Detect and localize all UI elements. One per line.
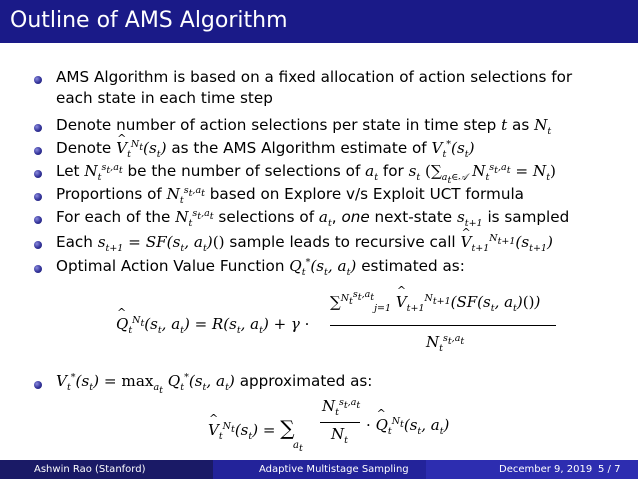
bullet-5-text: Proportions of: [56, 185, 162, 203]
bullet-1-line-2: each state in each time step: [56, 89, 273, 107]
bullet-8: Optimal Action Value Function $Q_t^*(s_t$, $a_t$) estimated as:: [56, 256, 465, 279]
slide-title-bar: [0, 0, 638, 43]
footer-date: December 9, 2019: [499, 464, 593, 475]
slide-title: Outline of AMS Algorithm: [10, 8, 288, 33]
bullet-icon: [34, 124, 42, 132]
bullet-icon: [34, 381, 42, 389]
equation-v-hat-sum-index: $a_t$: [293, 440, 303, 454]
equation-v-hat-numerator: $N_t^{s_t,a_t}$: [322, 397, 361, 418]
bullet-5-text-b: based on Explore v/s Exploit UCT formula: [209, 185, 524, 203]
bullet-6-text-d: is sampled: [487, 208, 570, 226]
bullet-6-text-c: next-state: [374, 208, 453, 226]
bullet-7: Each $s_{t+1} = SF(s_t$, $a_t)()$ sample leads to recursive call ^ $V_{t+1}^{N_{t+1}}(s_{t+1})$: [56, 233, 553, 251]
bullet-icon: [34, 170, 42, 178]
bullet-icon: [34, 241, 42, 249]
fraction-bar: [320, 422, 360, 423]
bullet-8-text: Optimal Action Value Function: [56, 257, 285, 275]
bullet-icon: [34, 216, 42, 224]
bullet-4-text-b: be the number of selections of: [127, 162, 361, 180]
bullet-2: Denote number of action selections per state in time step t as $N_t$: [56, 116, 552, 138]
fraction-bar: [330, 325, 556, 326]
equation-q-hat-lhs: ^ $Q_t^{N_t}(s_t$, $a_t) = R(s_t$, $a_t) + \gamma$ ·: [116, 315, 309, 333]
equation-v-hat-lhs: ^ $V_t^{N_t}(s_t)$ = ∑: [208, 416, 294, 440]
slide-footer: [0, 460, 638, 479]
bullet-4: Let $N_t^{s_t,a_t}$ be the number of selections of $a_t$ for $s_t$ ($\sum_{a_t\in 𝒜}$ $N_t^{s_t,a_t} = N_t$): [56, 161, 556, 186]
bullet-4-text-c: for: [382, 162, 404, 180]
bullet-6-text-b: selections of: [218, 208, 315, 226]
bullet-6: For each of the $N_t^{s_t,a_t}$ selections of $a_t$, one next-state $s_{t+1}$ is sampled: [56, 207, 570, 230]
bullet-7-text-b: sample leads to recursive call: [229, 233, 456, 251]
bullet-5: Proportions of $N_t^{s_t,a_t}$ based on Explore v/s Exploit UCT formula: [56, 184, 524, 207]
bullet-9-text: approximated as:: [239, 372, 373, 390]
bullet-7-text: Each: [56, 233, 93, 251]
bullet-3-text-b: as the AMS Algorithm estimate of: [171, 139, 427, 157]
bullet-9: $V_t^*(s_t) = \max_{a_t} Q_t^*(s_t$, $a_t$) approximated as:: [56, 371, 373, 396]
footer-talk-title: Adaptive Multistage Sampling: [259, 464, 409, 475]
bullet-icon: [34, 265, 42, 273]
bullet-2-text-b: as: [512, 116, 530, 134]
bullet-1-line-1: AMS Algorithm is based on a fixed allocation of action selections for: [56, 68, 573, 86]
bullet-icon: [34, 147, 42, 155]
bullet-icon: [34, 193, 42, 201]
bullet-8-text-b: estimated as:: [361, 257, 465, 275]
bullet-3-text: Denote: [56, 139, 112, 157]
equation-v-hat-denominator: $N_t$: [331, 425, 348, 446]
footer-author: Ashwin Rao (Stanford): [34, 464, 146, 475]
equation-q-hat-numerator: ∑$^{N_t^{s_t,a_t}}_{j=1}$ ^ $V_{t+1}^{N_{t+1}}(SF(s_t$, $a_t)()$): [330, 293, 540, 311]
equation-v-hat-rhs: · ^ $Q_t^{N_t}(s_t$, $a_t$): [366, 416, 449, 434]
footer-page-number: 5 / 7: [598, 464, 621, 475]
bullet-2-text: Denote number of action selections per state in time step: [56, 116, 497, 134]
bullet-6-text: For each of the: [56, 208, 171, 226]
footer-middle: [213, 460, 426, 479]
footer-right: [426, 460, 638, 479]
bullet-3: Denote ^ $V_t^{N_t}(s_t)$ as the AMS Algorithm estimate of $V_t^*(s_t)$: [56, 139, 475, 157]
bullet-4-text: Let: [56, 162, 80, 180]
bullet-icon: [34, 76, 42, 84]
equation-q-hat-denominator: $N_t^{s_t,a_t}$: [426, 333, 465, 354]
bullet-6-emph: one: [341, 208, 370, 226]
